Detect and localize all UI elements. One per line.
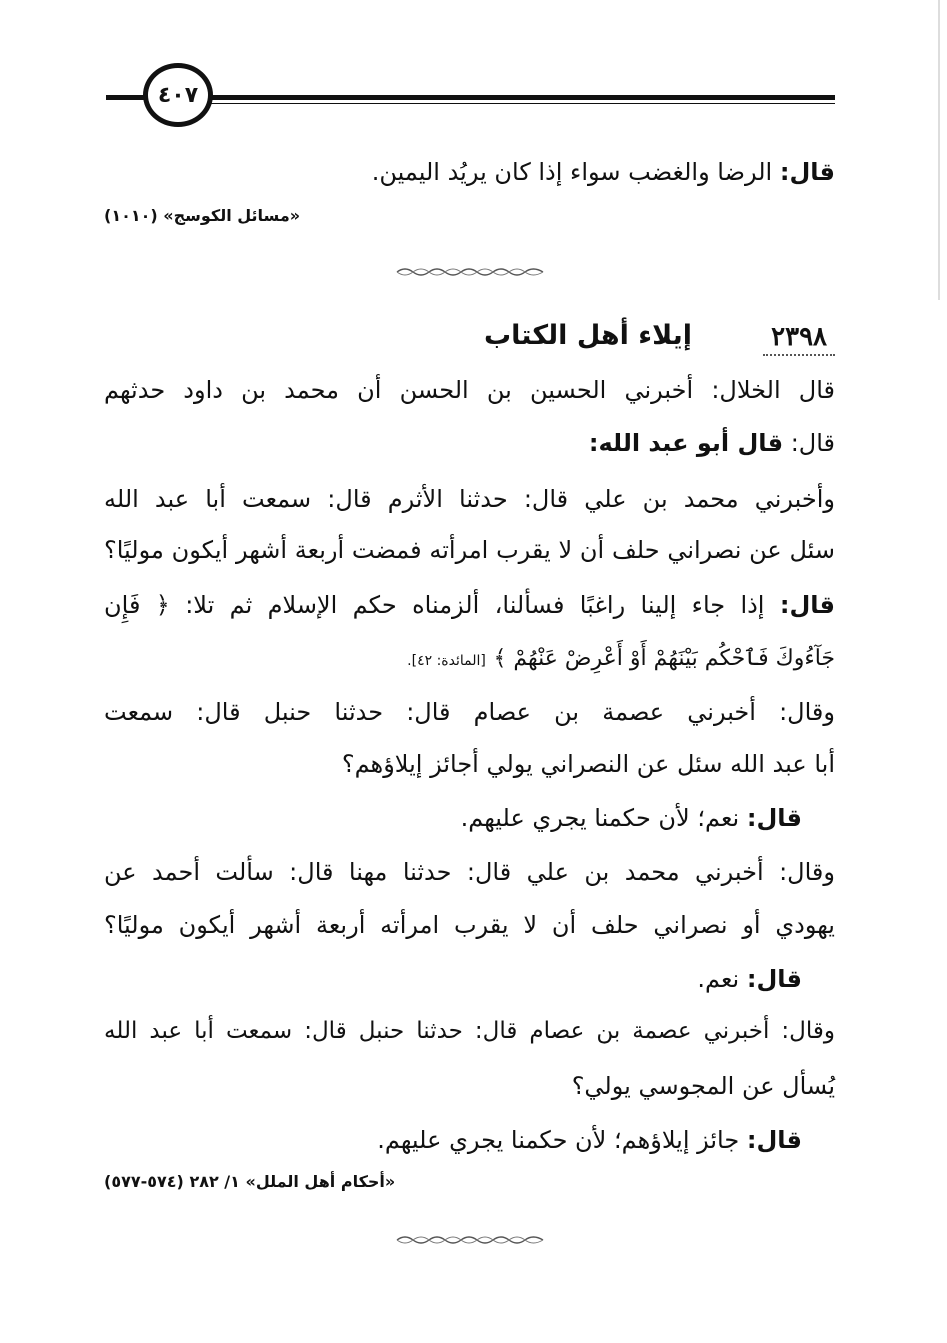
verse-reference: [المائدة: ٤٢]. <box>407 653 486 669</box>
page-number: ٤٠٧ <box>143 63 213 127</box>
p2-line2: سئل عن نصراني حلف أن لا يقرب امرأته فمضت أربعة أشهر أيكون موليًا؟ <box>104 536 835 564</box>
intro-source: «مسائل الكوسج» (١٠١٠) <box>104 206 301 225</box>
qal-abu-abdullah: قال أبو عبد الله: <box>588 429 784 457</box>
p3-text: إذا جاء إلينا راغبًا فسألنا، ألزمناه حكم الإسلام ثم تلا: ﴿ فَإِن <box>104 591 765 619</box>
intro-text: الرضا والغضب سواء إذا كان يريُد اليمين. <box>371 158 773 186</box>
p6-line2: يهودي أو نصراني حلف أن لا يقرب امرأته أربعة أشهر أيكون موليًا؟ <box>104 911 835 939</box>
qal-label: قال: <box>779 591 835 619</box>
p8-line1: وقال: أخبرني عصمة بن عصام قال: حدثنا حنبل قال: سمعت أبا عبد الله <box>104 1018 835 1044</box>
p6-line1: وقال: أخبرني محمد بن علي قال: حدثنا مهنا قال: سألت أحمد عن <box>104 858 835 886</box>
ornament-divider <box>395 1234 545 1246</box>
p1-line1: قال الخلال: أخبرني الحسين بن الحسن أن محمد بن داود حدثهم <box>104 376 835 404</box>
qal-label: قال: <box>746 965 802 993</box>
p3-line2 <box>104 645 835 670</box>
p5-line1 <box>104 806 802 830</box>
entry-number: ٢٣٩٨ <box>763 320 835 356</box>
p4-line1: وقال: أخبرني عصمة بن عصام قال: حدثنا حنبل قال: سمعت <box>104 698 835 726</box>
qal-label: قال: <box>790 429 835 457</box>
scan-edge <box>938 0 940 300</box>
p1-line2 <box>104 431 835 455</box>
quran-verse: جَآءُوكَ فَٱحْكُم بَيْنَهُمْ أَوْ أَعْرِضْ عَنْهُمْ ﴾ <box>493 646 835 671</box>
qal-label: قال: <box>746 1126 802 1154</box>
intro-line <box>104 160 835 184</box>
p5-text: نعم؛ لأن حكمنا يجري عليهم. <box>460 804 740 832</box>
p7-line1 <box>104 967 802 991</box>
body-source: «أحكام أهل الملل» ١/ ٢٨٢ (٥٧٤-٥٧٧) <box>104 1172 396 1191</box>
p7-text: نعم. <box>697 965 740 993</box>
header-rule-left <box>106 95 146 100</box>
p2-line1: وأخبرني محمد بن علي قال: حدثنا الأثرم قال: سمعت أبا عبد الله <box>104 485 835 513</box>
p3-line1 <box>104 593 835 617</box>
p4-line2: أبا عبد الله سئل عن النصراني يولي أجائز إيلاؤهم؟ <box>341 750 835 778</box>
qal-label: قال: <box>746 804 802 832</box>
p8-line2: يُسأل عن المجوسي يولي؟ <box>571 1072 835 1100</box>
p9-text: جائز إيلاؤهم؛ لأن حكمنا يجري عليهم. <box>377 1126 740 1154</box>
header-rule-thin <box>210 103 835 104</box>
entry-title: إيلاء أهل الكتاب <box>484 320 692 351</box>
ornament-divider <box>395 266 545 278</box>
header-rule-right <box>210 95 835 100</box>
qal-label: قال: <box>779 158 835 186</box>
p9-line1 <box>104 1128 802 1152</box>
